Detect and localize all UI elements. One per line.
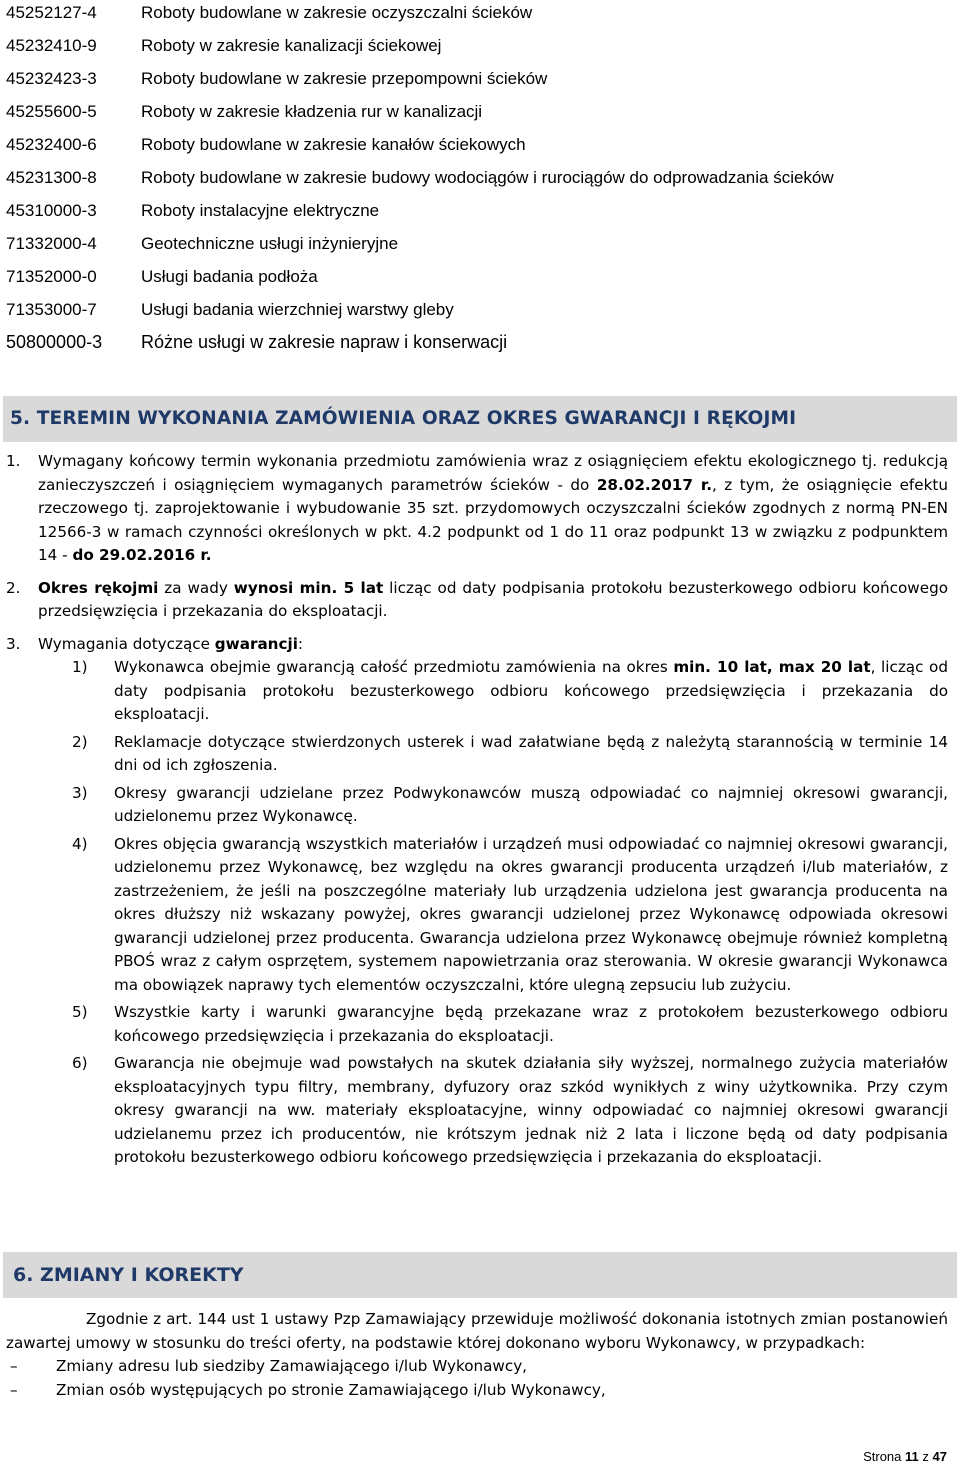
list-item xyxy=(10,1355,948,1379)
item-text xyxy=(114,656,948,727)
cpv-code-list xyxy=(6,0,956,364)
cpv-code: 45232410-9 xyxy=(6,36,97,55)
paragraph-2 xyxy=(6,577,948,624)
paragraph-number: 3. xyxy=(6,634,21,653)
bold-run: gwarancji xyxy=(214,634,298,653)
list-item xyxy=(6,100,956,123)
list-item xyxy=(6,166,956,189)
cpv-code: 45255600-5 xyxy=(6,102,97,121)
dash-bullet: – xyxy=(10,1380,18,1399)
list-item xyxy=(6,298,956,321)
guarantee-item-3 xyxy=(72,782,948,829)
cpv-code: 45231300-8 xyxy=(6,168,97,187)
cpv-description: Roboty w zakresie kanalizacji ściekowej xyxy=(141,36,442,55)
guarantee-item-5 xyxy=(72,1001,948,1048)
item-number: 4) xyxy=(72,834,88,853)
section-heading-6: 6. ZMIANY I KOREKTY xyxy=(3,1252,957,1298)
cpv-description: Usługi badania wierzchniej warstwy gleby xyxy=(141,300,454,319)
list-item xyxy=(6,331,956,354)
cpv-code: 45310000-3 xyxy=(6,201,97,220)
cpv-description: Roboty w zakresie kładzenia rur w kanalizacji xyxy=(141,102,483,121)
item-number: 6) xyxy=(72,1054,88,1072)
bold-run: wynosi min. 5 lat xyxy=(233,578,384,597)
guarantee-item-4 xyxy=(72,833,948,998)
item-text: Wszystkie karty i warunki gwarancyjne będą przekazane wraz z protokołem bezusterkowego odbioru końcowego przedsięwzięcia i przekazania do eksploatacji. xyxy=(114,1003,948,1045)
guarantee-item-1 xyxy=(72,656,948,727)
guarantee-item-6 xyxy=(72,1052,948,1170)
cpv-code: 71332000-4 xyxy=(6,234,97,253)
paragraph-1 xyxy=(6,450,948,568)
bold-run: Okres rękojmi xyxy=(38,578,159,597)
item-number: 5) xyxy=(72,1003,88,1021)
bullet-text: Zmian osób występujących po stronie Zamawiającego i/lub Wykonawcy, xyxy=(56,1380,606,1399)
cpv-description: Roboty budowlane w zakresie przepompowni ścieków xyxy=(141,69,548,88)
cpv-description: Geotechniczne usługi inżynieryjne xyxy=(141,234,399,253)
cpv-code: 50800000-3 xyxy=(6,332,103,352)
list-item xyxy=(6,1,956,24)
page-separator: z xyxy=(922,1449,929,1464)
list-item xyxy=(6,133,956,156)
paragraph-number: 1. xyxy=(6,452,21,470)
item-text: Okres objęcia gwarancją wszystkich materiałów i urządzeń musi odpowiadać co najmniej okresowi gwarancji, udzielonemu przez Wykonawcę, bez względu na okres gwarancji producenta urządzeń i/lub materiałów, z zastrzeżeniem, że jeśli na poszczególne materiały lub urządzenia udzielona jest gwarancja producenta na okres dłuższy niż wskazany powyżej, okres gwarancji udzielonej przez Wykonawcę odpowiada okresowi gwarancji udzielonej przez producenta. Gwarancja udzielona przez Wykonawcę obejmuje również kompletną PBOŚ wraz z całym osprzętem, systemem napowietrzania oraz sterowania. W okresie gwarancji Wykonawca ma obowiązek naprawy tych elementów oczyszczalni, które ulegną zepsuciu lub zużyciu. xyxy=(114,834,948,994)
cpv-description: Roboty budowlane w zakresie oczyszczalni ścieków xyxy=(141,3,533,22)
list-item xyxy=(6,232,956,255)
cpv-code: 45252127-4 xyxy=(6,3,97,22)
item-text: Gwarancja nie obejmuje wad powstałych na skutek działania siły wyższej, normalnego zużycia materiałów eksploatacyjnych typu filtry, membrany, dyfuzory oraz szkód wynikłych z winy użytkownika. Przy czym okresy gwarancji na ww. materiały eksploatacyjne, winny odpowiadać co najmniej okresowi gwarancji udzielanemu przez ich producentów, nie krótszym jednak niż 2 lata i liczone będą od daty podpisania protokołu bezusterkowego odbioru końcowego przedsięwzięcia i przekazania do eksploatacji. xyxy=(114,1054,948,1166)
item-text: Okresy gwarancji udzielane przez Podwykonawców muszą odpowiadać co najmniej okresowi gwarancji, udzielonemu przez Wykonawcę. xyxy=(114,783,948,825)
bold-run: do 29.02.2016 r. xyxy=(72,546,212,564)
text-run: za wady xyxy=(158,578,234,597)
item-number: 1) xyxy=(72,658,88,676)
paragraph-text xyxy=(38,633,948,657)
section-5-body xyxy=(6,450,948,1170)
page-footer xyxy=(863,1449,947,1464)
paragraph-text xyxy=(38,450,948,568)
text-run: Wymagania dotyczące xyxy=(38,634,215,653)
paragraph-text xyxy=(38,577,948,624)
section-6-body xyxy=(6,1308,948,1402)
cpv-code: 71352000-0 xyxy=(6,267,97,286)
page-total: 47 xyxy=(932,1449,947,1464)
item-number: 2) xyxy=(72,732,88,751)
bullet-text: Zmiany adresu lub siedziby Zamawiającego i/lub Wykonawcy, xyxy=(56,1357,528,1375)
cpv-description: Różne usługi w zakresie napraw i konserwacji xyxy=(141,332,508,352)
text-run: , z tym, że osiągnięcie efektu rzeczowego tj. zaprojektowanie i wybudowanie 35 szt. przydomowych oczyszczalni ścieków zgodnych z normą PN-EN 12566-3 w ramach czynności określonych w pkt. 4.2 podpunkt od 1 do 11 oraz podpunkt 13 w związku z podpunktem 14 - xyxy=(38,475,948,564)
cpv-code: 45232423-3 xyxy=(6,69,97,88)
bold-run: 28.02.2017 r. xyxy=(596,475,712,494)
item-text: Reklamacje dotyczące stwierdzonych usterek i wad załatwiane będą z należytą starannością w terminie 14 dni od ich zgłoszenia. xyxy=(114,732,948,774)
section-heading-5: 5. TEREMIN WYKONANIA ZAMÓWIENIA ORAZ OKRES GWARANCJI I RĘKOJMI xyxy=(3,396,957,442)
text-run: : xyxy=(297,634,304,653)
list-item xyxy=(6,199,956,222)
cpv-code: 45232400-6 xyxy=(6,135,97,154)
item-number: 3) xyxy=(72,783,88,802)
section-6-intro: Zgodnie z art. 144 ust 1 ustawy Pzp Zamawiający przewiduje możliwość dokonania istotnych zmian postanowień zawartej umowy w stosunku do treści oferty, na podstawie której dokonano wyboru Wykonawcy, w przypadkach: xyxy=(6,1310,948,1352)
cpv-description: Roboty budowlane w zakresie kanałów ściekowych xyxy=(141,135,526,154)
text-run: licząc od daty podpisania protokołu bezusterkowego odbioru końcowego przedsięwzięcia i przekazania do eksploatacji. xyxy=(38,578,948,620)
list-item xyxy=(10,1379,948,1403)
cpv-code: 71353000-7 xyxy=(6,300,97,319)
text-run: Wykonawca obejmie gwarancją całość przedmiotu zamówienia na okres xyxy=(114,658,674,676)
bold-run: min. 10 lat, max 20 lat xyxy=(673,658,871,676)
text-run: Wymagany końcowy termin wykonania przedmiotu zamówienia wraz z osiągnięciem efektu ekologicznego tj. redukcją zanieczyszczeń i osiągnięciem wymaganych parametrów ścieków - do xyxy=(38,452,948,494)
list-item xyxy=(6,67,956,90)
list-item xyxy=(6,265,956,288)
paragraph-number: 2. xyxy=(6,578,21,597)
page-number: 11 xyxy=(905,1449,919,1464)
cpv-description: Roboty instalacyjne elektryczne xyxy=(141,201,380,220)
guarantee-item-2 xyxy=(72,731,948,778)
text-run: , licząc od daty podpisania protokołu bezusterkowego odbioru końcowego przedsięwzięcia i przekazania do eksploatacji. xyxy=(114,658,948,723)
list-item xyxy=(6,34,956,57)
cpv-description: Usługi badania podłoża xyxy=(141,267,318,286)
cpv-description: Roboty budowlane w zakresie budowy wodociągów i rurociągów do odprowadzania ścieków xyxy=(141,168,834,187)
dash-bullet: – xyxy=(10,1357,18,1375)
paragraph-3 xyxy=(6,633,948,657)
page-label: Strona xyxy=(863,1449,902,1464)
